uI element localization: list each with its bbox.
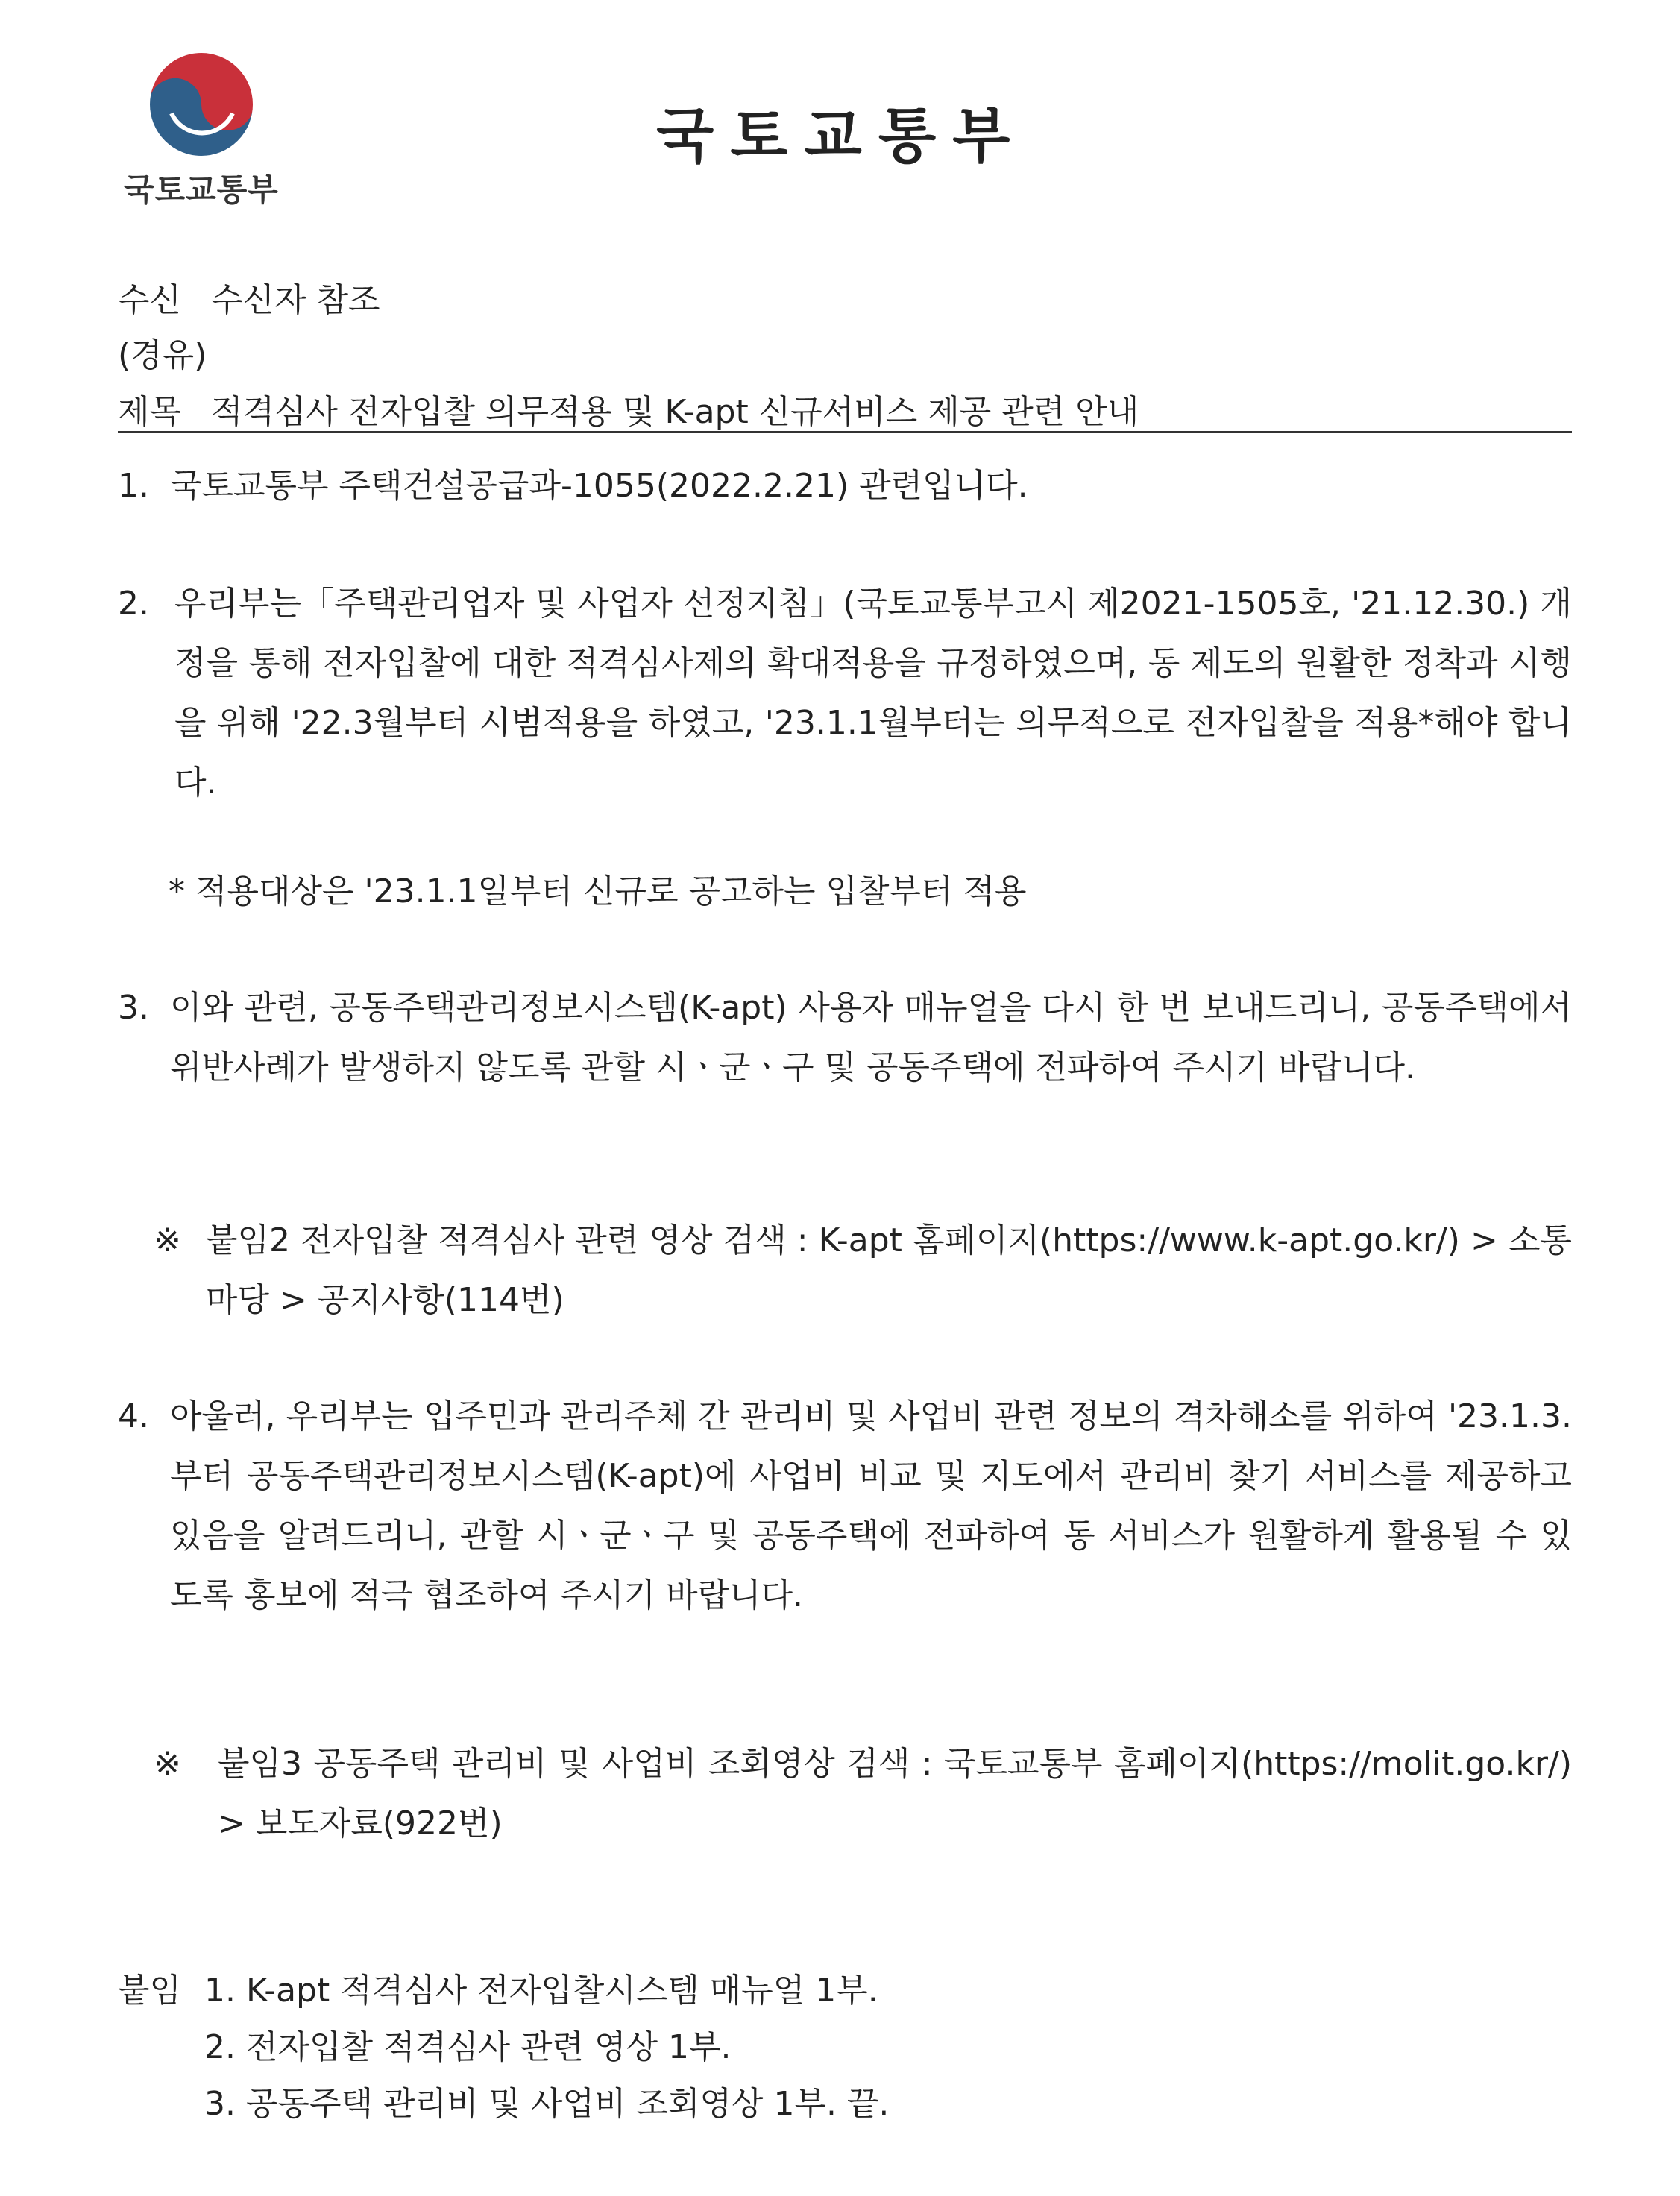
subject-line [118,385,1139,432]
recipient-line [118,273,380,321]
attachment-item: 2. 전자입찰 적격심사 관련 영상 1부. [204,2028,732,2066]
via-line: (경유) [118,336,207,374]
reference-text: 붙임2 전자입찰 적격심사 관련 영상 검색 : K-apt 홈페이지(https://www.k-apt.go.kr/) > 소통마당 > 공지사항(114번) [206,1221,1572,1319]
attachments-label: 붙임 [118,1972,182,2010]
paragraph-number: 2. [118,585,149,623]
attachment-item: 3. 공동주택 관리비 및 사업비 조회영상 1부. 끝. [204,2085,890,2123]
paragraph-text: 국토교통부 주택건설공급과-1055(2022.2.21) 관련입니다. [170,467,1028,505]
paragraph-3-reference [154,1211,1572,1330]
paragraph-number: 3. [118,989,149,1027]
subject-value: 적격심사 전자입찰 의무적용 및 K-apt 신규서비스 제공 관련 안내 [211,393,1139,431]
paragraph-1 [118,456,1572,516]
recipient-value: 수신자 참조 [211,281,380,319]
subject-label: 제목 [118,393,182,431]
logo-text: 국토교통부 [124,172,279,208]
paragraph-3 [118,978,1572,1098]
reference-mark: ※ [154,1745,181,1783]
paragraph-number: 1. [118,467,149,505]
attachments [118,1963,889,2133]
paragraph-text: 아울러, 우리부는 입주민과 관리주체 간 관리비 및 사업비 관련 정보의 격차해소를 위하여 '23.1.3.부터 공동주택관리정보시스템(K-apt)에 사업비 비교 및 지도에서 관리비 찾기 서비스를 제공하고 있음을 알려드리니, 관할 시ㆍ군ㆍ구 및 공동주택에 전파하여 동 서비스가 원활하게 활용될 수 있도록 홍보에 적극 협조하여 주시기 바랍니다. [170,1397,1572,1614]
recipient-label: 수신 [118,281,182,319]
paragraph-2 [118,574,1572,813]
paragraph-text: 우리부는「주택관리업자 및 사업자 선정지침」(국토교통부고시 제2021-1505호, '21.12.30.) 개정을 통해 전자입찰에 대한 적격심사제의 확대적용을 규정하였으며, 동 제도의 원활한 정착과 시행을 위해 '22.3월부터 시범적용을 하였고, '23.1.1월부터는 의무적으로 전자입찰을 적용*해야 합니다. [174,585,1572,802]
taegeuk-logo-icon [142,45,261,164]
paragraph-2-note: * 적용대상은 '23.1.1일부터 신규로 공고하는 입찰부터 적용 [169,872,1027,910]
attachment-item [118,1963,889,2019]
paragraph-number: 4. [118,1397,149,1435]
reference-text: 붙임3 공동주택 관리비 및 사업비 조회영상 검색 : 국토교통부 홈페이지(https://molit.go.kr/) > 보도자료(922번) [218,1745,1572,1843]
attachment-item-text: 1. K-apt 적격심사 전자입찰시스템 매뉴얼 1부. [204,1972,878,2010]
reference-mark: ※ [154,1221,181,1259]
paragraph-4-reference [154,1734,1572,1854]
page-title: 국토교통부 [656,101,1027,171]
subject-divider [118,431,1572,433]
paragraph-text: 이와 관련, 공동주택관리정보시스템(K-apt) 사용자 매뉴얼을 다시 한 번 보내드리니, 공동주택에서 위반사례가 발생하지 않도록 관할 시ㆍ군ㆍ구 및 공동주택에 전파하여 주시기 바랍니다. [170,989,1572,1086]
paragraph-4 [118,1387,1572,1626]
